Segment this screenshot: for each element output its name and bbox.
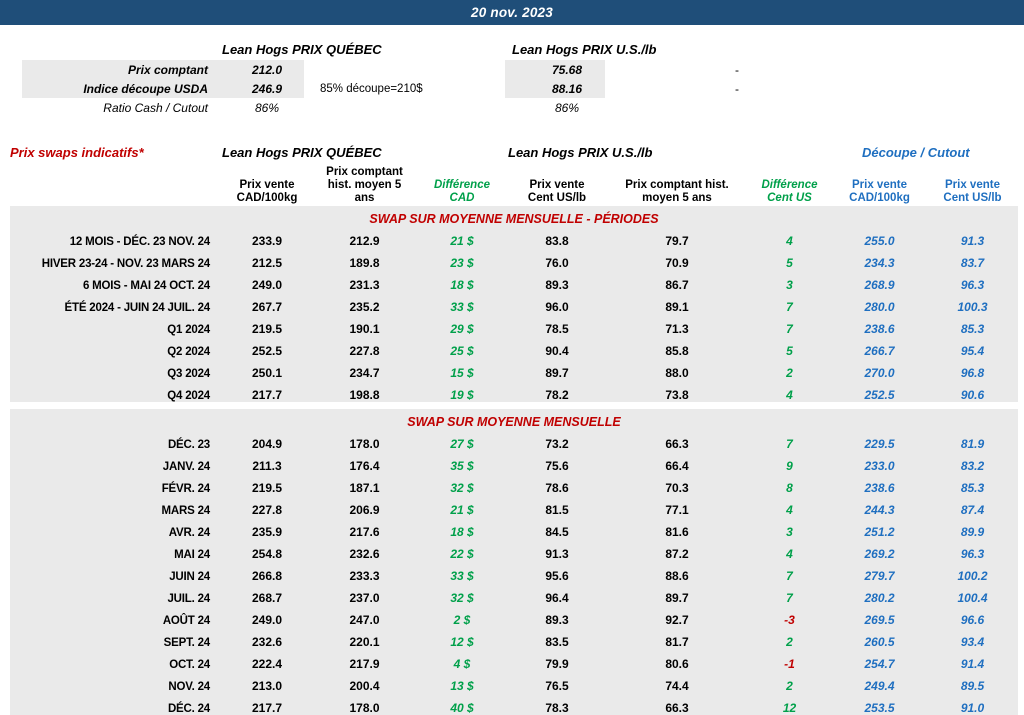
- cell-diff-cad: 21 $: [417, 495, 507, 517]
- table-row: [10, 649, 1018, 671]
- summary-label-spot: Prix comptant: [127, 62, 208, 77]
- cell-us-sell: 89.7: [507, 358, 607, 380]
- cell-us-sell: 89.3: [507, 605, 607, 627]
- row-period-label: MAI 24: [10, 539, 222, 561]
- cell-cut-cad: 270.0: [832, 358, 927, 380]
- cell-qc-hist: 187.1: [312, 473, 417, 495]
- cell-cut-us: 87.4: [927, 495, 1018, 517]
- cell-cut-cad: 280.2: [832, 583, 927, 605]
- summary-us-ratio: 86%: [554, 100, 580, 115]
- summary-row-ratio: [22, 98, 1002, 117]
- group-header-us: Lean Hogs PRIX U.S./lb: [508, 145, 653, 160]
- cell-diff-us: 7: [747, 429, 832, 451]
- cell-qc-hist: 178.0: [312, 429, 417, 451]
- summary-us-usda-index: 88.16: [551, 81, 583, 96]
- cell-qc-sell: 227.8: [222, 495, 312, 517]
- cell-diff-cad: 32 $: [417, 473, 507, 495]
- row-period-label: 6 MOIS - MAI 24 OCT. 24: [10, 270, 222, 292]
- col-header-diff-us-l1: Différence: [761, 179, 818, 192]
- cell-cut-cad: 249.4: [832, 671, 927, 693]
- cell-us-sell: 90.4: [507, 336, 607, 358]
- cell-qc-sell: 235.9: [222, 517, 312, 539]
- col-header-diff-us: [747, 166, 832, 206]
- cell-cut-us: 90.6: [927, 380, 1018, 402]
- cell-qc-hist: 217.6: [312, 517, 417, 539]
- cell-diff-cad: 2 $: [417, 605, 507, 627]
- summary-quebec-usda-index: 246.9: [251, 81, 283, 96]
- cell-us-hist: 87.2: [607, 539, 747, 561]
- cell-diff-cad: 15 $: [417, 358, 507, 380]
- cell-qc-hist: 190.1: [312, 314, 417, 336]
- cell-cut-us: 91.0: [927, 693, 1018, 715]
- summary-quebec-spot: 212.0: [251, 62, 283, 77]
- summary-quebec-ratio: 86%: [254, 100, 280, 115]
- table-row: [10, 226, 1018, 248]
- row-period-label: DÉC. 23: [10, 429, 222, 451]
- group-header-quebec: Lean Hogs PRIX QUÉBEC: [222, 145, 382, 160]
- cell-cut-us: 81.9: [927, 429, 1018, 451]
- cell-us-hist: 66.3: [607, 429, 747, 451]
- cell-cut-cad: 279.7: [832, 561, 927, 583]
- cell-qc-sell: 250.1: [222, 358, 312, 380]
- cell-qc-hist: 234.7: [312, 358, 417, 380]
- row-period-label: Q3 2024: [10, 358, 222, 380]
- row-period-label: JANV. 24: [10, 451, 222, 473]
- row-period-label: NOV. 24: [10, 671, 222, 693]
- cell-us-sell: 79.9: [507, 649, 607, 671]
- cell-us-sell: 76.5: [507, 671, 607, 693]
- report-date: 20 nov. 2023: [471, 5, 553, 20]
- cell-qc-sell: 268.7: [222, 583, 312, 605]
- cell-qc-sell: 211.3: [222, 451, 312, 473]
- table-row: [10, 380, 1018, 402]
- cell-cut-us: 100.3: [927, 292, 1018, 314]
- row-period-label: AOÛT 24: [10, 605, 222, 627]
- cell-cut-us: 89.9: [927, 517, 1018, 539]
- cell-us-hist: 70.3: [607, 473, 747, 495]
- cell-us-hist: 70.9: [607, 248, 747, 270]
- col-header-qc-sell-l1: Prix vente: [239, 179, 295, 192]
- cell-diff-cad: 35 $: [417, 451, 507, 473]
- cell-us-sell: 95.6: [507, 561, 607, 583]
- cell-qc-hist: 233.3: [312, 561, 417, 583]
- cell-us-sell: 78.5: [507, 314, 607, 336]
- cell-us-hist: 89.7: [607, 583, 747, 605]
- row-period-label: 12 MOIS - DÉC. 23 NOV. 24: [10, 226, 222, 248]
- cell-us-sell: 91.3: [507, 539, 607, 561]
- cell-cut-cad: 253.5: [832, 693, 927, 715]
- cell-cut-cad: 280.0: [832, 292, 927, 314]
- swaps-title: Prix swaps indicatifs*: [10, 145, 144, 160]
- cell-qc-hist: 206.9: [312, 495, 417, 517]
- cell-us-sell: 78.2: [507, 380, 607, 402]
- cell-cut-us: 91.4: [927, 649, 1018, 671]
- cell-diff-us: 8: [747, 473, 832, 495]
- cell-cut-us: 85.3: [927, 314, 1018, 336]
- cell-cut-cad: 269.5: [832, 605, 927, 627]
- cell-us-hist: 81.7: [607, 627, 747, 649]
- cell-diff-cad: 21 $: [417, 226, 507, 248]
- group-header-cutout: Découpe / Cutout: [862, 145, 970, 160]
- cell-qc-hist: 220.1: [312, 627, 417, 649]
- table-row: [10, 358, 1018, 380]
- cell-qc-hist: 176.4: [312, 451, 417, 473]
- row-period-label: JUIL. 24: [10, 583, 222, 605]
- cell-diff-us: 9: [747, 451, 832, 473]
- table-row: [10, 561, 1018, 583]
- cell-diff-us: 2: [747, 671, 832, 693]
- cell-us-sell: 96.0: [507, 292, 607, 314]
- col-header-cut-cad: [832, 166, 927, 206]
- cell-qc-hist: 200.4: [312, 671, 417, 693]
- summary-row-spot: [22, 60, 1002, 79]
- cell-qc-hist: 232.6: [312, 539, 417, 561]
- col-header-cut-cad-l2: CAD/100kg: [849, 192, 910, 205]
- row-period-label: SEPT. 24: [10, 627, 222, 649]
- section-separator: [10, 402, 1018, 409]
- cell-qc-sell: 266.8: [222, 561, 312, 583]
- summary-block: [22, 42, 1002, 117]
- summary-cutout-spot: -: [735, 62, 739, 77]
- cell-cut-us: 83.2: [927, 451, 1018, 473]
- row-period-label: MARS 24: [10, 495, 222, 517]
- cell-qc-sell: 233.9: [222, 226, 312, 248]
- cell-qc-sell: 212.5: [222, 248, 312, 270]
- cell-cut-cad: 238.6: [832, 473, 927, 495]
- cell-qc-sell: 252.5: [222, 336, 312, 358]
- cell-us-hist: 89.1: [607, 292, 747, 314]
- cell-diff-cad: 33 $: [417, 292, 507, 314]
- table-row: [10, 270, 1018, 292]
- cell-diff-us: 7: [747, 292, 832, 314]
- cell-qc-sell: 249.0: [222, 605, 312, 627]
- cell-cut-us: 96.6: [927, 605, 1018, 627]
- cell-qc-sell: 213.0: [222, 671, 312, 693]
- cell-cut-us: 83.7: [927, 248, 1018, 270]
- table-row: [10, 429, 1018, 451]
- cell-cut-us: 100.4: [927, 583, 1018, 605]
- cell-diff-cad: 18 $: [417, 517, 507, 539]
- cell-qc-hist: 247.0: [312, 605, 417, 627]
- row-period-label: Q1 2024: [10, 314, 222, 336]
- table-row: [10, 517, 1018, 539]
- cell-diff-us: 4: [747, 495, 832, 517]
- cell-us-hist: 66.3: [607, 693, 747, 715]
- cell-diff-us: 7: [747, 314, 832, 336]
- summary-label-ratio: Ratio Cash / Cutout: [103, 100, 208, 115]
- cell-cut-cad: 251.2: [832, 517, 927, 539]
- cell-us-hist: 88.0: [607, 358, 747, 380]
- summary-header-quebec: Lean Hogs PRIX QUÉBEC: [222, 42, 382, 57]
- cell-diff-us: 2: [747, 627, 832, 649]
- cell-qc-hist: 235.2: [312, 292, 417, 314]
- cell-us-sell: 84.5: [507, 517, 607, 539]
- col-header-us-hist: [607, 166, 747, 206]
- col-header-diff-cad-l1: Différence: [433, 179, 491, 192]
- cell-qc-sell: 254.8: [222, 539, 312, 561]
- col-header-qc-hist-l3: ans: [354, 192, 375, 205]
- cell-us-hist: 81.6: [607, 517, 747, 539]
- row-period-label: Q2 2024: [10, 336, 222, 358]
- cell-diff-us: 3: [747, 517, 832, 539]
- summary-headers: [22, 42, 1002, 60]
- cell-diff-us: 4: [747, 226, 832, 248]
- summary-header-us: Lean Hogs PRIX U.S./lb: [512, 42, 657, 57]
- cell-cut-us: 93.4: [927, 627, 1018, 649]
- row-period-label: JUIN 24: [10, 561, 222, 583]
- cell-diff-cad: 29 $: [417, 314, 507, 336]
- cell-cut-us: 96.8: [927, 358, 1018, 380]
- summary-note-usda-index: 85% découpe=210$: [320, 82, 423, 95]
- cell-diff-us: 5: [747, 336, 832, 358]
- col-header-qc-hist-l2: hist. moyen 5: [327, 179, 402, 192]
- table-row: [10, 248, 1018, 270]
- col-header-us-hist-l1: Prix comptant hist.: [625, 179, 729, 192]
- cell-cut-cad: 268.9: [832, 270, 927, 292]
- table-row: [10, 314, 1018, 336]
- col-header-cut-us: [927, 166, 1018, 206]
- cell-us-hist: 74.4: [607, 671, 747, 693]
- cell-diff-cad: 18 $: [417, 270, 507, 292]
- cell-cut-cad: 229.5: [832, 429, 927, 451]
- cell-diff-us: 7: [747, 583, 832, 605]
- cell-diff-cad: 33 $: [417, 561, 507, 583]
- cell-us-hist: 73.8: [607, 380, 747, 402]
- cell-cut-cad: 238.6: [832, 314, 927, 336]
- cell-us-sell: 75.6: [507, 451, 607, 473]
- section-header-monthly-label: SWAP SUR MOYENNE MENSUELLE: [10, 409, 1018, 429]
- cell-cut-us: 100.2: [927, 561, 1018, 583]
- section-header-periods-label: SWAP SUR MOYENNE MENSUELLE - PÉRIODES: [10, 206, 1018, 226]
- table-row: [10, 336, 1018, 358]
- cell-cut-cad: 266.7: [832, 336, 927, 358]
- cell-diff-us: 3: [747, 270, 832, 292]
- cell-cut-cad: 233.0: [832, 451, 927, 473]
- cell-qc-hist: 217.9: [312, 649, 417, 671]
- cell-us-sell: 83.5: [507, 627, 607, 649]
- cell-qc-sell: 219.5: [222, 473, 312, 495]
- swaps-table: [10, 166, 1018, 715]
- cell-us-sell: 81.5: [507, 495, 607, 517]
- cell-us-sell: 78.3: [507, 693, 607, 715]
- cell-cut-us: 95.4: [927, 336, 1018, 358]
- col-header-cut-us-l2: Cent US/lb: [943, 192, 1002, 205]
- col-header-us-sell: [507, 166, 607, 206]
- col-header-qc-hist: [312, 166, 417, 206]
- cell-qc-sell: 219.5: [222, 314, 312, 336]
- cell-us-sell: 89.3: [507, 270, 607, 292]
- row-period-label: OCT. 24: [10, 649, 222, 671]
- cell-us-hist: 80.6: [607, 649, 747, 671]
- cell-us-hist: 79.7: [607, 226, 747, 248]
- cell-qc-hist: 231.3: [312, 270, 417, 292]
- cell-us-hist: 88.6: [607, 561, 747, 583]
- cell-qc-hist: 237.0: [312, 583, 417, 605]
- row-period-label: Q4 2024: [10, 380, 222, 402]
- summary-us-spot: 75.68: [551, 62, 583, 77]
- cell-diff-us: -1: [747, 649, 832, 671]
- col-header-diff-us-l2: Cent US: [767, 192, 812, 205]
- cell-qc-hist: 178.0: [312, 693, 417, 715]
- cell-diff-cad: 40 $: [417, 693, 507, 715]
- cell-diff-cad: 32 $: [417, 583, 507, 605]
- table-row: [10, 473, 1018, 495]
- cell-us-sell: 78.6: [507, 473, 607, 495]
- cell-cut-cad: 234.3: [832, 248, 927, 270]
- col-header-us-sell-l1: Prix vente: [529, 179, 585, 192]
- cell-qc-sell: 249.0: [222, 270, 312, 292]
- cell-us-sell: 83.8: [507, 226, 607, 248]
- cell-us-hist: 77.1: [607, 495, 747, 517]
- section-header-monthly: [10, 409, 1018, 429]
- cell-diff-cad: 19 $: [417, 380, 507, 402]
- cell-diff-cad: 27 $: [417, 429, 507, 451]
- cell-diff-cad: 23 $: [417, 248, 507, 270]
- col-header-cut-us-l1: Prix vente: [945, 179, 1000, 192]
- table-row: [10, 627, 1018, 649]
- col-header-us-hist-l2: moyen 5 ans: [642, 192, 712, 205]
- cell-cut-us: 89.5: [927, 671, 1018, 693]
- row-period-label: ÉTÉ 2024 - JUIN 24 JUIL. 24: [10, 292, 222, 314]
- cell-us-sell: 73.2: [507, 429, 607, 451]
- summary-row-usda-index: [22, 79, 1002, 98]
- cell-us-hist: 71.3: [607, 314, 747, 336]
- table-row: [10, 292, 1018, 314]
- table-row: [10, 539, 1018, 561]
- cell-us-sell: 76.0: [507, 248, 607, 270]
- table-row: [10, 451, 1018, 473]
- col-header-us-sell-l2: Cent US/lb: [527, 192, 587, 205]
- cell-diff-cad: 22 $: [417, 539, 507, 561]
- cell-qc-sell: 267.7: [222, 292, 312, 314]
- row-period-label: FÉVR. 24: [10, 473, 222, 495]
- cell-qc-hist: 212.9: [312, 226, 417, 248]
- cell-diff-us: -3: [747, 605, 832, 627]
- summary-cutout-usda-index: -: [735, 81, 739, 96]
- cell-cut-cad: 260.5: [832, 627, 927, 649]
- cell-qc-sell: 232.6: [222, 627, 312, 649]
- cell-us-hist: 86.7: [607, 270, 747, 292]
- cell-cut-us: 96.3: [927, 270, 1018, 292]
- cell-diff-us: 5: [747, 248, 832, 270]
- cell-cut-cad: 269.2: [832, 539, 927, 561]
- row-period-label: AVR. 24: [10, 517, 222, 539]
- cell-cut-us: 91.3: [927, 226, 1018, 248]
- cell-cut-cad: 252.5: [832, 380, 927, 402]
- cell-cut-cad: 244.3: [832, 495, 927, 517]
- cell-cut-us: 96.3: [927, 539, 1018, 561]
- cell-diff-us: 7: [747, 561, 832, 583]
- summary-label-usda-index: Indice découpe USDA: [83, 81, 208, 96]
- row-period-label: DÉC. 24: [10, 693, 222, 715]
- cell-cut-cad: 255.0: [832, 226, 927, 248]
- summary-header-spacer: [22, 42, 222, 57]
- table-row: [10, 583, 1018, 605]
- cell-qc-sell: 204.9: [222, 429, 312, 451]
- cell-diff-cad: 4 $: [417, 649, 507, 671]
- cell-cut-cad: 254.7: [832, 649, 927, 671]
- cell-qc-sell: 217.7: [222, 380, 312, 402]
- table-row: [10, 495, 1018, 517]
- cell-qc-hist: 189.8: [312, 248, 417, 270]
- cell-qc-sell: 217.7: [222, 693, 312, 715]
- col-header-qc-hist-l1: Prix comptant: [326, 166, 403, 178]
- cell-diff-us: 2: [747, 358, 832, 380]
- cell-us-hist: 92.7: [607, 605, 747, 627]
- col-header-qc-sell: [222, 166, 312, 206]
- cell-us-sell: 96.4: [507, 583, 607, 605]
- section-header-periods: [10, 206, 1018, 226]
- cell-diff-cad: 25 $: [417, 336, 507, 358]
- cell-us-hist: 85.8: [607, 336, 747, 358]
- col-header-diff-cad-l2: CAD: [449, 192, 475, 205]
- cell-diff-us: 4: [747, 539, 832, 561]
- col-header-diff-cad: [417, 166, 507, 206]
- cell-qc-hist: 198.8: [312, 380, 417, 402]
- col-header-qc-sell-l2: CAD/100kg: [236, 192, 298, 205]
- cell-diff-us: 4: [747, 380, 832, 402]
- col-header-period: [10, 166, 222, 206]
- cell-qc-sell: 222.4: [222, 649, 312, 671]
- table-column-headers: [10, 166, 1018, 206]
- row-period-label: HIVER 23-24 - NOV. 23 MARS 24: [10, 248, 222, 270]
- cell-diff-cad: 12 $: [417, 627, 507, 649]
- cell-diff-us: 12: [747, 693, 832, 715]
- table-row: [10, 693, 1018, 715]
- cell-cut-us: 85.3: [927, 473, 1018, 495]
- cell-diff-cad: 13 $: [417, 671, 507, 693]
- page-title-bar: [0, 0, 1024, 25]
- cell-us-hist: 66.4: [607, 451, 747, 473]
- col-header-cut-cad-l1: Prix vente: [852, 179, 907, 192]
- cell-qc-hist: 227.8: [312, 336, 417, 358]
- table-row: [10, 671, 1018, 693]
- table-row: [10, 605, 1018, 627]
